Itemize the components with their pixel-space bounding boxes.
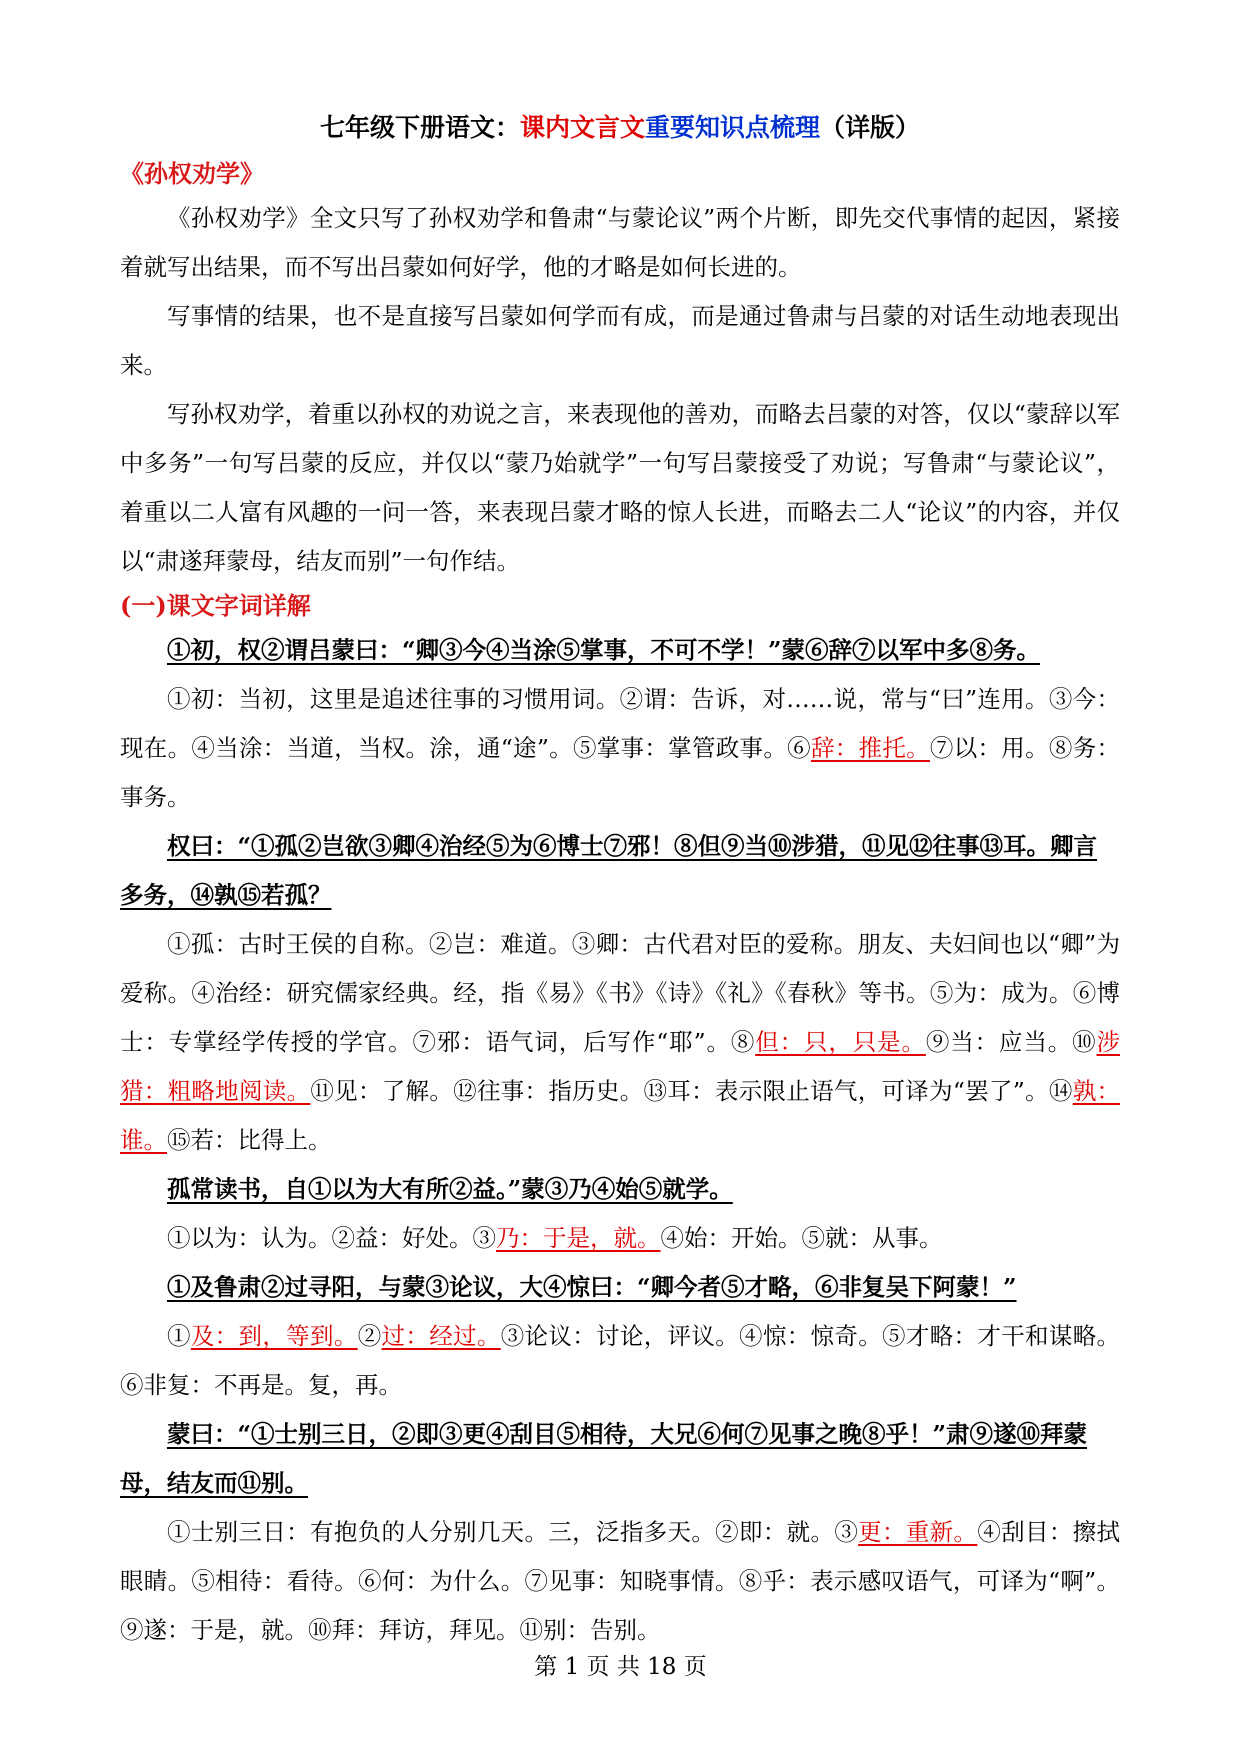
intro-paragraph: 写事情的结果，也不是直接写吕蒙如何学而有成，而是通过鲁肃与吕蒙的对话生动地表现出来。 (120, 302, 1120, 379)
document-page (120, 108, 1120, 1655)
note-text: ① (167, 1322, 191, 1350)
note-highlight: 辞：推托。 (810, 734, 930, 762)
subsection-title: (一)课文字词详解 (120, 591, 311, 620)
note-text: ④刮目：擦拭眼睛。⑤相待：看待。⑥何：为什么。⑦见事：知晓事情。⑧乎：表示感叹语气，可译为“啊”。⑨遂：于是，就。⑩拜：拜访，拜见。⑪别：告别。 (120, 1518, 1121, 1644)
annotation (120, 1312, 1120, 1410)
note-highlight: 及：到，等到。 (190, 1322, 358, 1350)
page-footer: 第 1 页 共 18 页 (534, 1654, 707, 1680)
annotation (120, 1214, 1120, 1263)
note-highlight: 但：只，只是。 (755, 1028, 926, 1056)
title-suffix: （详版） (820, 113, 921, 142)
note-text: ①孤：古时王侯的自称。②岂：难道。③卿：古代君对臣的爱称。朋友、夫妇间也以“卿”为爱称。④治经：研究儒家经典。经，指《易》《书》《诗》《礼》《春秋》等书。⑤为：成为。⑥博士：专掌经学传授的学官。⑦邪：语气词，后写作“耶”。⑧ (120, 930, 1120, 1056)
note-highlight: 涉猎：粗略地阅读。 (120, 1028, 1121, 1105)
section-title: 《孙权劝学》 (120, 159, 264, 188)
intro-paragraph: 《孙权劝学》全文只写了孙权劝学和鲁肃“与蒙论议”两个片断，即先交代事情的起因，紧接着就写出结果，而不写出吕蒙如何好学，他的才略是如何长进的。 (120, 204, 1120, 281)
title-blue-part: 重要知识点梳理 (645, 113, 821, 142)
annotation (120, 1508, 1120, 1655)
note-highlight: 孰：谁。 (120, 1077, 1120, 1154)
intro-paragraph: 写孙权劝学，着重以孙权的劝说之言，来表现他的善劝，而略去吕蒙的对答，仅以“蒙辞以军中多务”一句写吕蒙的反应，并仅以“蒙乃始就学”一句写吕蒙接受了劝说；写鲁肃“与蒙论议”，着重以二人富有风趣的一问一答，来表现吕蒙才略的惊人长进，而略去二人“论议”的内容，并仅以“肃遂拜蒙母，结友而别”一句作结。 (120, 400, 1120, 575)
title-red-part: 课内文言文 (519, 113, 645, 142)
note-text: ①初：当初，这里是追述往事的习惯用词。②谓：告诉，对……说，常与“曰”连用。③今：现在。④当涂：当道，当权。涂，通“途”。⑤掌事：掌管政事。⑥ (120, 685, 1120, 762)
page-title (120, 108, 1120, 148)
note-text: ⑨当：应当。⑩ (925, 1028, 1097, 1056)
annotation (120, 920, 1120, 1165)
source-text: 权曰：“①孤②岂欲③卿④治经⑤为⑥博士⑦邪！⑧但⑨当⑩涉猎，⑪见⑫往事⑬耳。卿言多务，⑭孰⑮若孤？ (120, 832, 1098, 909)
source-text: 蒙曰：“①士别三日，②即③更④刮目⑤相待，大兄⑥何⑦见事之晚⑧乎！”肃⑨遂⑩拜蒙母，结友而⑪别。 (120, 1420, 1088, 1497)
source-text: ①及鲁肃②过寻阳，与蒙③论议，大④惊曰：“卿今者⑤才略，⑥非复吴下阿蒙！” (167, 1273, 1017, 1301)
note-text: ⑦以：用。⑧务：事务。 (120, 734, 1120, 811)
note-highlight: 乃：于是，就。 (496, 1224, 661, 1252)
note-text: ⑮若：比得上。 (167, 1126, 332, 1154)
note-text: ①以为：认为。②益：好处。③ (167, 1224, 496, 1252)
note-text: ⑪见：了解。⑫往事：指历史。⑬耳：表示限止语气，可译为“罢了”。⑭ (310, 1077, 1073, 1105)
note-text: ③论议：讨论，评议。④惊：惊奇。⑤才略：才干和谋略。⑥非复：不再是。复，再。 (120, 1322, 1121, 1399)
note-text: ①士别三日：有抱负的人分别几天。三，泛指多天。②即：就。③ (167, 1518, 859, 1546)
annotation (120, 675, 1120, 822)
source-text: 孤常读书，自①以为大有所②益。”蒙③乃④始⑤就学。 (167, 1175, 733, 1203)
title-prefix: 七年级下册语文： (319, 113, 520, 142)
source-text: ①初，权②谓吕蒙曰：“卿③今④当涂⑤掌事，不可不学！”蒙⑥辞⑦以军中多⑧务。 (167, 636, 1041, 664)
note-highlight: 更：重新。 (858, 1518, 978, 1546)
note-highlight: 过：经过。 (381, 1322, 501, 1350)
note-text: ④始：开始。⑤就：从事。 (660, 1224, 943, 1252)
note-text: ② (357, 1322, 382, 1350)
